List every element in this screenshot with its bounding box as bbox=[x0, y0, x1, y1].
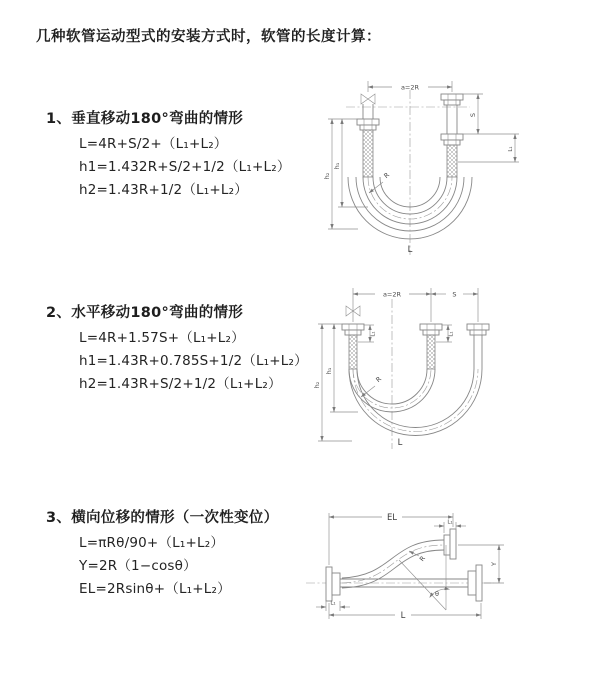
angle-construction bbox=[399, 545, 450, 610]
section1-heading: 1、垂直移动180°弯曲的情形 bbox=[46, 111, 244, 127]
angle-label: θ bbox=[435, 590, 439, 598]
dimension-stroke-s bbox=[458, 94, 519, 162]
dim-label-l1: L₁ bbox=[330, 600, 336, 607]
section3-heading: 3、横向位移的情形（一次性变位） bbox=[46, 510, 279, 526]
section-horizontal-180 bbox=[46, 301, 326, 391]
diagram-vertical-180-bend bbox=[310, 74, 595, 260]
radius-label: R bbox=[417, 554, 427, 564]
dim-label-el: EL bbox=[386, 513, 398, 523]
left-flange bbox=[326, 567, 340, 601]
dim-label-a2r: a=2R bbox=[382, 290, 402, 299]
dim-label-y: Y bbox=[490, 562, 498, 566]
dim-label-s: S bbox=[452, 290, 457, 299]
braided-hose-section bbox=[427, 335, 435, 369]
page-title: 几种软管运动型式的安装方式时，软管的长度计算： bbox=[36, 29, 381, 45]
dim-label-h2: h₂ bbox=[313, 381, 321, 389]
length-label: L bbox=[400, 611, 406, 621]
formula-el: EL=2Rsinθ+（L₁+L₂） bbox=[79, 581, 231, 597]
dim-label-l1: L₁ bbox=[447, 519, 453, 526]
right-pipe-fitting bbox=[441, 94, 463, 177]
diagram-lateral-displacement bbox=[298, 503, 600, 645]
right-pipe-fitting bbox=[467, 324, 489, 369]
formula-h1: h1=1.432R+S/2+1/2（L₁+L₂） bbox=[79, 159, 291, 175]
dimension-heights bbox=[323, 119, 368, 229]
dim-label-h1: h₁ bbox=[325, 367, 333, 375]
length-label: L bbox=[407, 245, 413, 255]
radius-label: R bbox=[374, 374, 384, 384]
left-pipe-fitting bbox=[357, 104, 379, 177]
valve-icon bbox=[361, 94, 375, 104]
formula-y: Y=2R（1−cosθ） bbox=[79, 558, 197, 574]
dim-label-a2r: a=2R bbox=[400, 83, 420, 92]
length-label: L bbox=[397, 438, 403, 448]
formula-length: L=4R+1.57S+（L₁+L₂） bbox=[79, 330, 245, 346]
dimension-a2r-s bbox=[353, 288, 478, 322]
dim-label-s: S bbox=[469, 112, 477, 118]
dim-label-h1: h₁ bbox=[333, 162, 341, 170]
formula-length: L=πRθ/90+（L₁+L₂） bbox=[79, 535, 225, 551]
middle-pipe-fitting bbox=[420, 324, 442, 369]
formula-length: L=4R+S/2+（L₁+L₂） bbox=[79, 136, 228, 152]
formula-h1: h1=1.43R+0.785S+1/2（L₁+L₂） bbox=[79, 353, 308, 369]
dimension-a2r bbox=[368, 81, 452, 92]
formula-h2: h2=1.43R+1/2（L₁+L₂） bbox=[79, 182, 248, 198]
radius-leader bbox=[361, 375, 383, 397]
braided-hose-section bbox=[349, 335, 357, 369]
dim-label-h2: h₂ bbox=[323, 172, 331, 180]
dimension-el bbox=[329, 513, 453, 565]
braided-hose-section bbox=[447, 145, 457, 177]
radius-label: R bbox=[382, 170, 392, 180]
dimension-l1-left bbox=[316, 601, 350, 612]
dim-label-l1: L₁ bbox=[448, 331, 455, 337]
hose-u-bend-position2 bbox=[349, 369, 482, 436]
dim-label-l1: L₁ bbox=[508, 146, 514, 152]
braided-hose-section bbox=[363, 130, 373, 177]
diagram-horizontal-180-bend bbox=[308, 281, 595, 462]
section-vertical-180 bbox=[46, 107, 326, 197]
left-pipe-fitting bbox=[342, 324, 364, 369]
section2-heading: 2、水平移动180°弯曲的情形 bbox=[46, 305, 244, 321]
dimension-length bbox=[329, 600, 481, 621]
formula-h2: h2=1.43R+S/2+1/2（L₁+L₂） bbox=[79, 376, 282, 392]
section-lateral-displacement bbox=[46, 506, 326, 596]
dim-label-l1: L₁ bbox=[370, 331, 377, 337]
